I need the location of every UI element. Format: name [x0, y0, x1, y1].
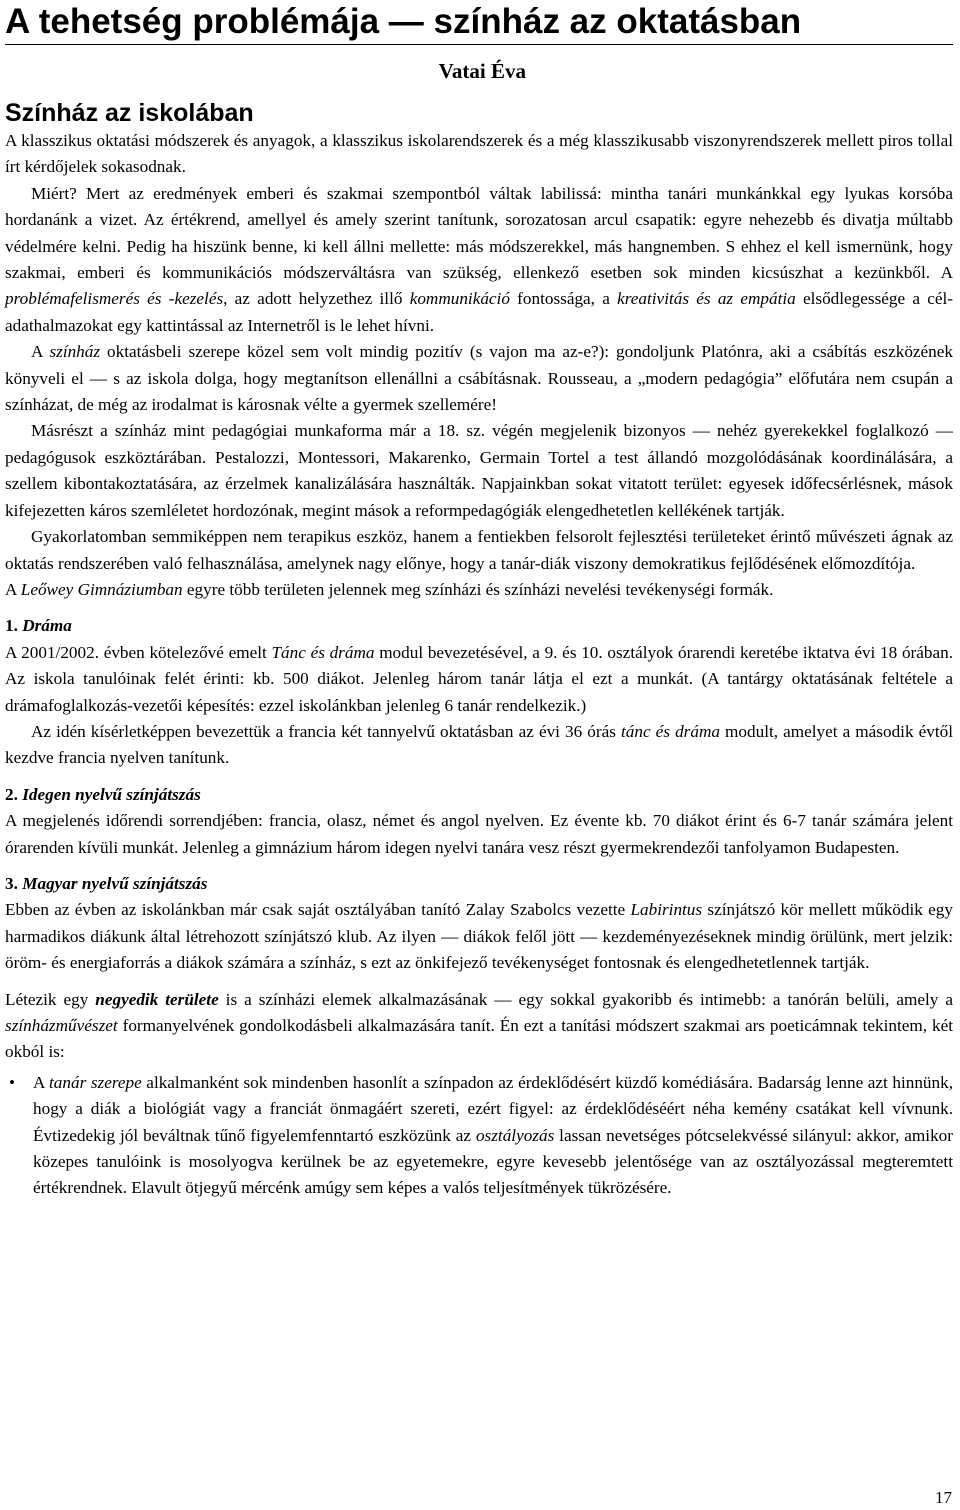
emphasis-creativity: kreativitás és az empátia — [617, 289, 796, 309]
emphasis-theatre: színház — [49, 342, 101, 362]
paragraph-foreign: A megjelenés időrendi sorrendjében: francia, olasz, német és angol nyelven. Ez évente kb. 70 diákot érint és 6-7 tanár számára jelent órarenden kívüli munkát. Jelenleg a gimnázium három idegen nyelvi tanára vesz részt gyermekrendezői tanfolyamon Budapesten. — [5, 811, 953, 857]
emphasis-fourth-area: negyedik területe — [95, 989, 219, 1009]
paragraph-school: A Leőwey Gimnáziumban egyre több területen jelennek meg színházi és színházi nevelési tevékenységi formák. — [5, 579, 774, 599]
paragraph-practice: Gyakorlatomban semmiképpen nem terapikus eszköz, hanem a fentiekben felsorolt fejlesztési területeket érintő művészeti ágnak az oktatás rendszerében való felhasználása, amelynek nagy előnye, hogy a tanár-diák viszony demokratikus fejlődésének előmozdítója. — [5, 527, 953, 573]
emphasis-school-name: Leőwey Gimnáziumban — [20, 579, 183, 599]
paragraph-why: Miért? Mert az eredmények emberi és szakmai szempontból váltak labilissá: mintha tanári munkánkkal egy lyukas korsóba hordanánk a vizet. Az értékrend, amellyel és amely szerint tanítunk, sorozatosan arcul csapatik: egyre nehezebb és divatja múltabb védelmére kelni. Pedig ha hiszünk benne, ki kell állni mellette: más módszerekkel, más hangnemben. S ehhez el kell ismernünk, hogy szakmai, emberi és kommunikációs módszerváltásra van szükség, ellenkező esetben sok minden kicsúszhat a kezünkből. A problémafelismerés és -kezelés, az adott helyzethez illő kommunikáció fontossága, a kreativitás és az empátia elsődlegessége a cél-adathalmazokat egy kattintással az Internetről is le lehet hívni. — [5, 183, 953, 335]
page-number: 17 — [935, 1488, 952, 1507]
reason-list — [5, 1070, 953, 1202]
paragraph-theatre-role: A színház oktatásbeli szerepe közel sem volt mindig pozitív (s vajon ma az-e?): gondoljunk Platónra, aki a csábítás eszközének könyveli el — s az iskola dolga, hogy megtanítson ellenállni a csábításnak. Rousseau, a „modern pedagógia” előfutára nem csupán a színházat, de még az irodalmat is károsnak vélte a gyermek szellemére! — [5, 342, 953, 415]
section-title: Színház az iskolában — [5, 99, 254, 127]
paragraph-intro: A klasszikus oktatási módszerek és anyagok, a klasszikus iskolarendszerek és a még klasszikusabb viszonyrendszerek mellett piros tollal írt kérdőjelek sokasodnak. — [5, 131, 953, 177]
paragraph-fourth-area: Létezik egy negyedik területe is a színházi elemek alkalmazásának — egy sokkal gyakoribb és intimebb: a tanórán belüli, amely a színházművészet formanyelvének gondolkodásbeli alkalmazására tanít. Én ezt a tanítási módszert szakmai ars poeticámnak tekintem, két okból is: — [5, 989, 953, 1062]
section-heading-hungarian: 3. Magyar nyelvű színjátszás — [5, 873, 208, 893]
document-title: A tehetség problémája — színház az oktatásban — [5, 0, 953, 45]
paragraph-hungarian: Ebben az évben az iskolánkban már csak saját osztályában tanító Zalay Szabolcs vezette Labirintus színjátszó kör mellett működik egy harmadikos diákunk által létrehozott színjátszó klub. Az ilyen — diákok felől jött — kezdeményezéseknek mindig örülünk, mert jelzik: öröm- és energiaforrás a diákok számára a színház, s ezt az önkifejező tevékenységet fontosnak és elengedhetetlennek tartják. — [5, 900, 953, 973]
emphasis-communication: kommunikáció — [409, 289, 510, 309]
paragraph-history: Másrészt a színház mint pedagógiai munkaforma már a 18. sz. végén megjelenik bizonyos — nehéz gyerekekkel foglalkozó — pedagógusok eszköztárában. Pestalozzi, Montessori, Makarenko, Germain Tortel a test állandó mozgolódásának koordinálására, a szellem kibontakoztatására, az érzelmek kanalizálására használták. Napjainkban sokat vitatott terület: egyesek időfecsérlésnek, mások kifejezetten káros szemléletet hordozónak, megint mások a reformpedagógiák elengedhetetlen kellékének tartják. — [5, 421, 953, 520]
paragraph-drama-module: A 2001/2002. évben kötelezővé emelt Tánc és dráma modul bevezetésével, a 9. és 10. osztályok órarendi keretébe iktatva évi 18 órában. Az iskola tanulóinak felét érinti: kb. 500 diákot. Jelenleg három tanár látja el ezt a munkát. (A tantárgy oktatásának feltétele a drámafoglalkozás-vezetői képesítés: ezzel iskolánkban jelenleg 6 tanár rendelkezik.) — [5, 642, 953, 715]
section-heading-foreign: 2. Idegen nyelvű színjátszás — [5, 784, 201, 804]
section-heading-drama: 1. Dráma — [5, 616, 72, 636]
paragraph-drama-french: Az idén kísérletképpen bevezettük a francia két tannyelvű oktatásban az évi 36 órás tánc és dráma modult, amelyet a második évtől kezdve francia nyelven tanítunk. — [5, 721, 953, 768]
bullet-icon: • — [9, 1072, 16, 1092]
author-name: Vatai Éva — [438, 59, 526, 83]
list-item: • A tanár szerepe alkalmanként sok mindenben hasonlít a színpadon az érdeklődésért küzdő komédiására. Badarság lenne azt hinnünk, hogy a diák a biológiát vagy a franciát önmagáért szereti, ezért figyel: az érdeklődéséért néha kemény csatákat kell vívnunk. Évtizedekig jól beváltnak tűnő figyelemfenntartó eszközünk az osztályozás lassan nevetséges pótcselekvéssé silányul: akkor, amikor közepes tanulóink is mosolyogva kerülnek be az egyetemekre, egyre kevesebb jelentősége van az osztályozással megteremtett értékrendnek. Elavult ötjegyű mércénk amúgy sem képes a valós teljesítmények tükrözésére. — [5, 1070, 953, 1202]
emphasis-problem: problémafelismerés és -kezelés — [5, 289, 224, 309]
